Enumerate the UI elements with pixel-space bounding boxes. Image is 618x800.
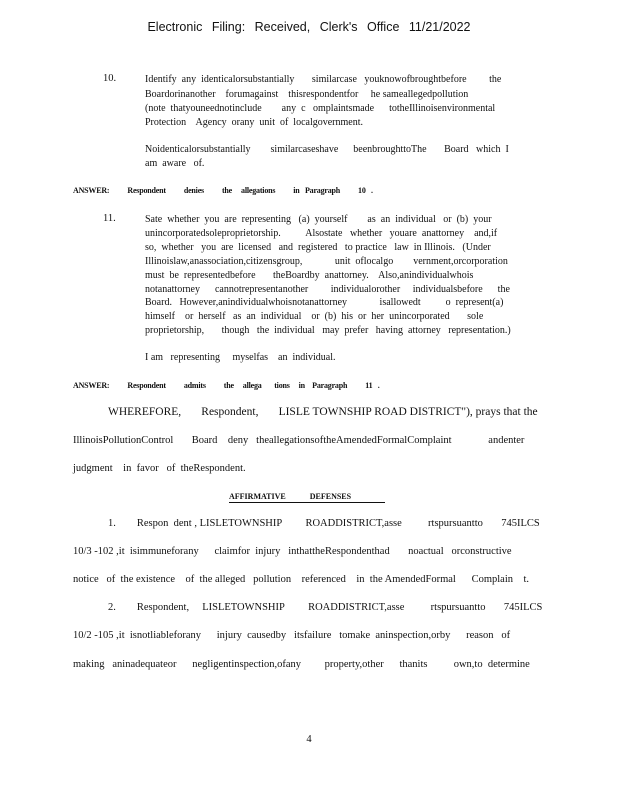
defense-1-line-3: notice of the existence of the alleged pollution referenced in the AmendedFormal Complain t. <box>73 574 530 585</box>
defense-1-line-1: 1. Respon dent , LISLETOWNSHIP ROADDISTRICT,asse rtspursuantto 745ILCS <box>108 518 540 529</box>
item-11-question-line-9: proprietorship, though the individual may prefer having attorney representation.) <box>145 325 511 336</box>
page-number: 4 <box>306 734 312 745</box>
item-10-question-line-3: (note thatyouneednotinclude any c omplaintsmade totheIllinoisenvironmental <box>145 103 496 114</box>
item-11-question-line-4: Illinoislaw,anassociation,citizensgroup, unit oflocalgo vernment,orcorporation <box>145 256 508 267</box>
wherefore-line-1: WHEREFORE, Respondent, LISLE TOWNSHIP ROAD DISTRICT"), prays that the <box>108 406 538 418</box>
defense-2-line-3: making aninadequateor negligentinspection,ofany property,other thanits own,to determine <box>73 659 530 670</box>
item-10-question-line-4: Protection Agency orany unit of localgovernment. <box>145 117 364 128</box>
item-10-question-line-1: Identify any identicalorsubstantially similarcase youknowofbroughtbefore the <box>145 74 502 85</box>
defense-2-line-2: 10/2 -105 ,it isnotliableforany injury causedby itsfailure tomake aninspection,orby reason of <box>73 630 511 641</box>
answer-10: ANSWER: Respondent denies the allegations in Paragraph 10 . <box>73 186 373 195</box>
affirmative-defenses-heading: AFFIRMATIVE DEFENSES <box>229 492 385 503</box>
item-11-number: 11. <box>103 213 116 224</box>
wherefore-line-3: judgment in favor of theRespondent. <box>73 463 246 474</box>
item-11-question-line-7: Board. However,anindividualwhoisnotanattorney isallowedt o represent(a) <box>145 297 504 308</box>
answer-11: ANSWER: Respondent admits the allega tions in Paragraph 11 . <box>73 381 380 390</box>
item-11-question-line-2: unincorporatedsoleproprietorship. Alsostate whether youare anattorney and,if <box>145 228 498 239</box>
efiling-header: Electronic Filing: Received, Clerk's Office 11/21/2022 <box>147 20 471 34</box>
item-11-question-line-5: must be representedbefore theBoardby anattorney. Also,anindividualwhois <box>145 270 474 281</box>
item-10-number: 10. <box>103 73 117 84</box>
wherefore-line-2: IllinoisPollutionControl Board deny theallegationsoftheAmendedFormalComplaint andenter <box>73 435 525 446</box>
item-10-question-line-2: Boardorinanother forumagainst thisrespondentfor he sameallegedpollution <box>145 89 469 100</box>
item-11-question-line-1: Sate whether you are representing (a) yourself as an individual or (b) your <box>145 214 492 225</box>
defense-1-line-2: 10/3 -102 ,it isimmuneforany claimfor injury inthattheRespondenthad noactual orconstructive <box>73 546 512 557</box>
defense-2-line-1: 2. Respondent, LISLETOWNSHIP ROADDISTRICT,asse rtspursuantto 745ILCS <box>108 602 543 613</box>
item-11-question-line-8: himself or herself as an individual or (b) his or her unincorporated sole <box>145 311 484 322</box>
item-11-question-line-3: so, whether you are licensed and registered to practice law in Illinois. (Under <box>145 242 491 253</box>
item-11-question-line-6: notanattorney cannotrepresentanother individualorother individualsbefore the <box>145 284 510 295</box>
item-10-response-line-2: am aware of. <box>145 158 205 169</box>
item-11-response-line-1: I am representing myselfas an individual. <box>145 352 336 363</box>
item-10-response-line-1: Noidenticalorsubstantially similarcaseshave beenbroughttoThe Board which I <box>145 144 509 155</box>
